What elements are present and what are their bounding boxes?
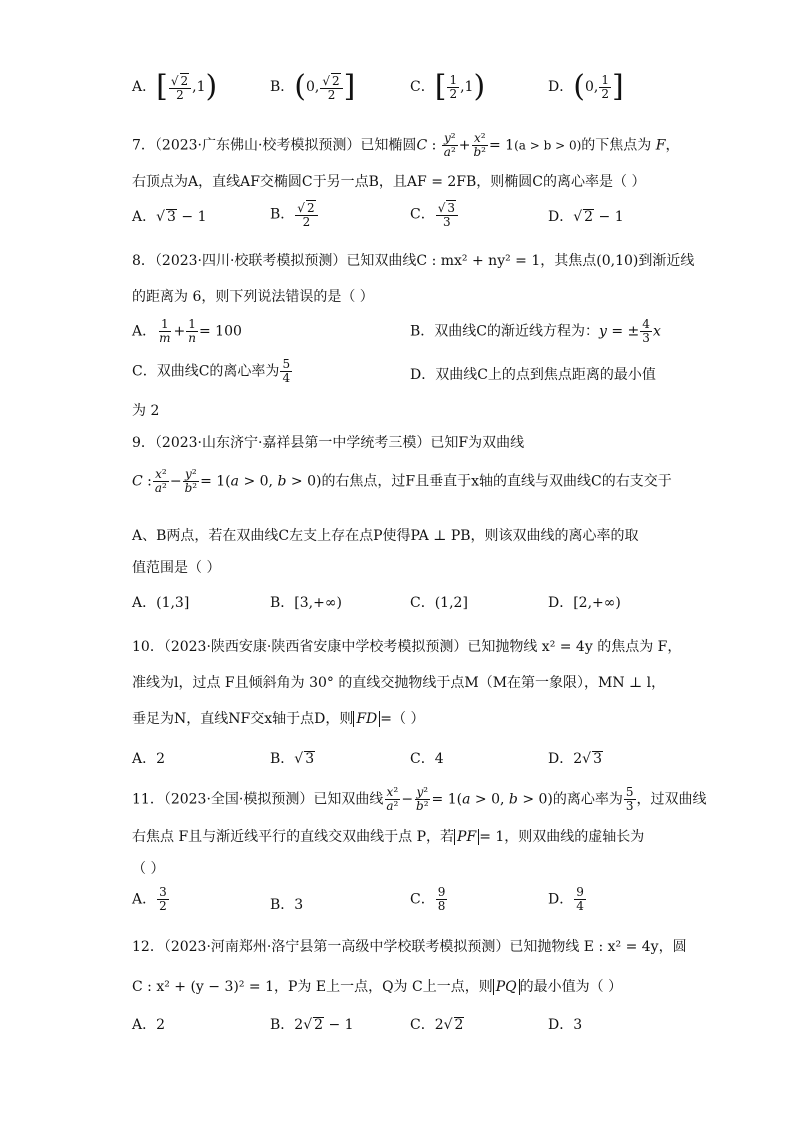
q10-option-d: D．2√ 3 [548, 751, 602, 767]
q8-stem-line1: 8．（2023·四川·校联考模拟预测）已知双曲线C : mx² + ny² = 1，其焦点(0,10)到渐近线 [132, 253, 695, 269]
q8-option-c: C．双曲线C的离心率为 $\frac{5}{4}$ [132, 357, 291, 385]
q6-option-d: D．(0, $\frac{1}{2}$ ] [548, 69, 624, 104]
q11-option-b: B．3 [270, 897, 304, 913]
q8-option-b: B．双曲线C的渐近线方程为：y = ± $\frac{4}{3}$ x [410, 317, 661, 345]
q8-option-d-wrap: 为 2 [132, 403, 160, 419]
q12-option-b: B．2√ 2 − 1 [270, 1017, 354, 1033]
q11-stem-line3: （ ） [132, 861, 165, 877]
q11-stem-line1: 11．（2023·全国·模拟预测）已知双曲线 $\frac{\text{x²}}{\text{a²}}$ − $\frac{\text{y²}}{\text{b²}}$ = 1(a > 0, b > 0)的离心率为 $\frac{5}{3}$ ，过双曲线 [132, 785, 707, 813]
q9-stem-line3: A、B两点，若在双曲线C左支上存在点P使得PA ⊥ PB，则该双曲线的离心率的取 [132, 528, 639, 544]
q6-option-c: C．[ $\frac{1}{2}$ ,1) [410, 69, 486, 104]
q8-stem-line2: 的距离为 6，则下列说法错误的是（ ） [132, 289, 374, 305]
q8-option-d: D．双曲线C上的点到焦点距离的最小值 [410, 367, 656, 383]
q7-option-a: A．√ 3 − 1 [132, 209, 207, 225]
q8-option-a: A． $\frac{1}{m}$ + $\frac{1}{n}$ = 100 [132, 317, 242, 345]
q11-stem-line2: 右焦点 F且与渐近线平行的直线交双曲线于点 P，若 PF = 1，则双曲线的虚轴长为 [132, 829, 645, 845]
q10-stem-line2: 准线为l，过点 F且倾斜角为 30° 的直线交抛物线于点M（M在第一象限），MN ⊥ l， [132, 675, 666, 691]
q10-stem-line1: 10．（2023·陕西安康·陕西省安康中学校考模拟预测）已知抛物线 x² = 4y 的焦点为 F， [132, 639, 682, 655]
q10-option-c: C．4 [410, 751, 444, 767]
q7-option-c: C． $\frac{√ 3}{3}$ [410, 200, 459, 229]
q9-option-c: C．(1,2] [410, 595, 468, 611]
q9-option-b: B．[3,+∞) [270, 595, 342, 611]
q9-stem-line4: 值范围是（ ） [132, 560, 221, 576]
q12-option-d: D．3 [548, 1017, 583, 1033]
q10-option-b: B．√ 3 [270, 751, 315, 767]
q9-stem-line1: 9．（2023·山东济宁·嘉祥县第一中学统考三模）已知F为双曲线 [132, 435, 525, 451]
q12-option-c: C．2√ 2 [410, 1017, 464, 1033]
q7-option-d: D．√ 2 − 1 [548, 209, 624, 225]
q9-stem-line2: C : $\frac{\text{x²}}{\text{a²}}$ − $\frac{\text{y²}}{\text{b²}}$ = 1(a > 0, b > 0)的右焦点，过F且垂直于x轴的直线与双曲线C的右支交于 [132, 467, 672, 495]
q9-option-d: D．[2,+∞) [548, 595, 621, 611]
q12-stem-line2: C : x² + (y − 3)² = 1，P为 E上一点，Q为 C上一点，则 PQ 的最小值为（ ） [132, 979, 623, 995]
q10-stem-line3: 垂足为N，直线NF交x轴于点D，则 FD =（ ） [132, 711, 425, 727]
q7-stem-line1: 7．（2023·广东佛山·校考模拟预测）已知椭圆C : $\frac{\text{y²}}{\text{a²}}$ + $\frac{\text{x²}}{\text{b²}}$ = 1(a > b > 0)的下焦点为 F， [132, 131, 680, 159]
q12-stem-line1: 12．（2023·河南郑州·洛宁县第一高级中学校联考模拟预测）已知抛物线 E : x² = 4y，圆 [132, 939, 687, 955]
q12-option-a: A．2 [132, 1017, 166, 1033]
q11-option-d: D． $\frac{9}{4}$ [548, 885, 584, 913]
q10-option-a: A．2 [132, 751, 166, 767]
q9-option-a: A．(1,3] [132, 595, 190, 611]
q7-stem-line2: 右顶点为A，直线AF交椭圆C于另一点B，且AF = 2FB，则椭圆C的离心率是（ ） [132, 174, 646, 190]
q11-option-a: A． $\frac{3}{2}$ [132, 885, 167, 913]
q6-option-a: A．[ $\frac{√ 2}{2}$ ,1) [132, 69, 218, 104]
q7-option-b: B． $\frac{√ 2}{2}$ [270, 200, 319, 229]
q11-option-c: C． $\frac{9}{8}$ [410, 885, 446, 913]
q6-option-b: B．(0, $\frac{√ 2}{2}$ ] [270, 69, 356, 104]
